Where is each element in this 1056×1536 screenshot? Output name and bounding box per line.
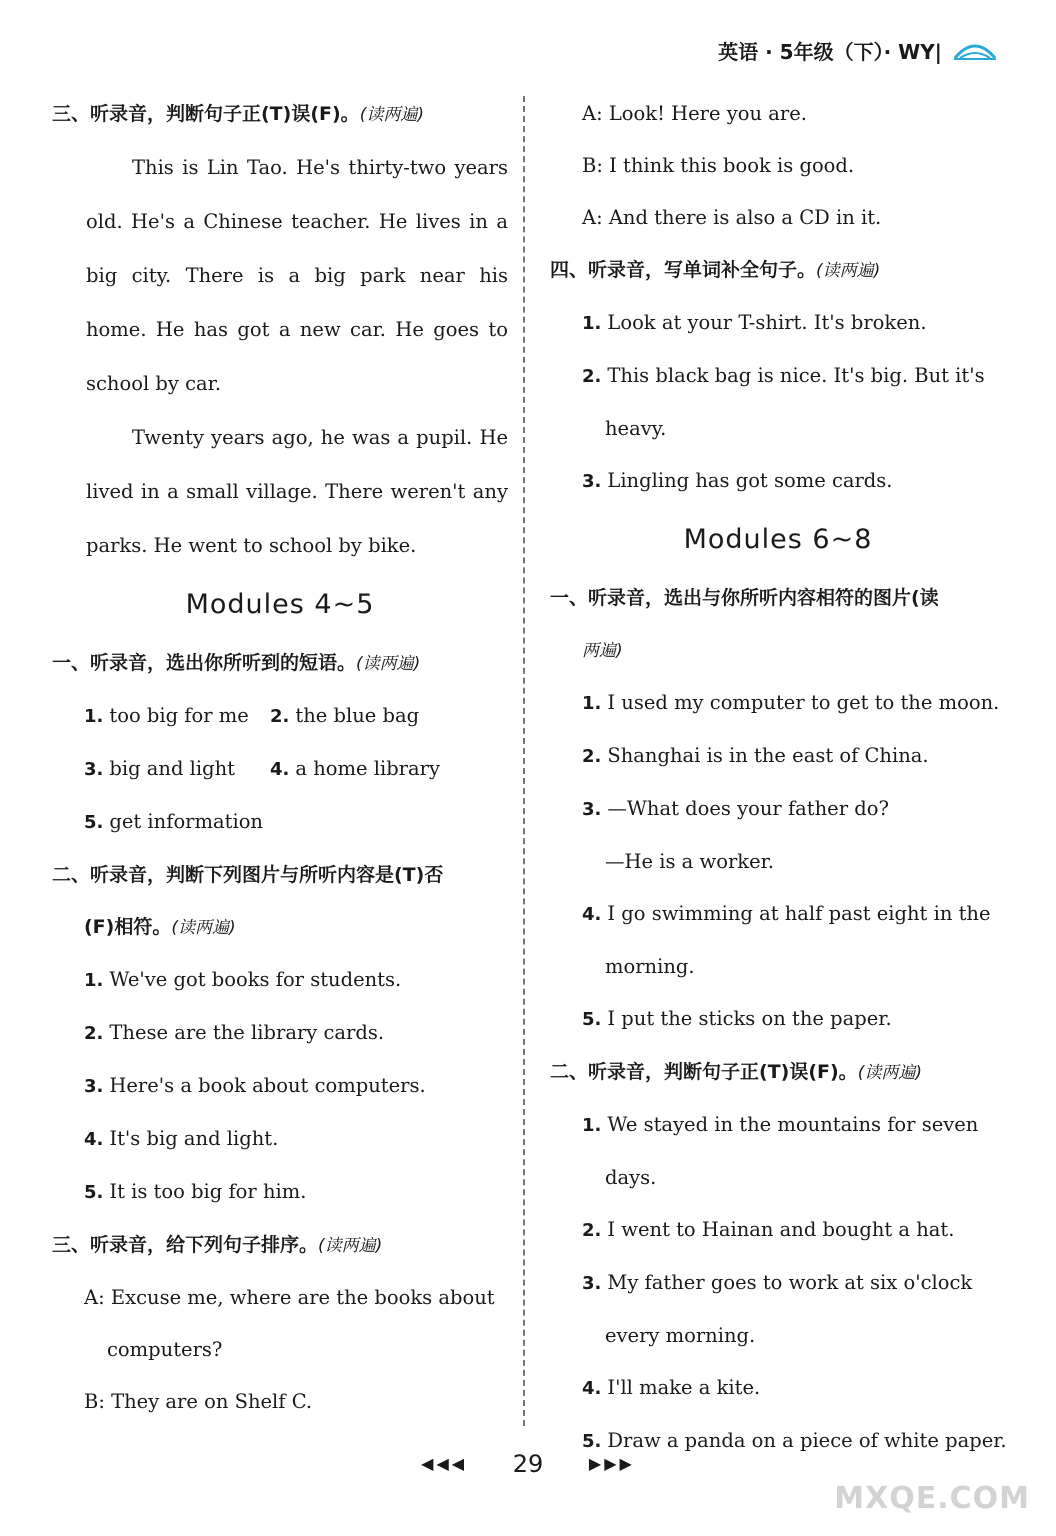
- section-heading: 一、听录音，选出你所听到的短语。(读两遍): [52, 652, 421, 674]
- list-item: 5. I put the sticks on the paper.: [582, 1007, 892, 1030]
- reading-paragraph-2: Twenty years ago, he was a pupil. He lived in a small village. There weren't any parks. He went to school by bike.: [86, 426, 508, 557]
- left-column: [52, 88, 508, 1428]
- list-item: 5. It is too big for him.: [84, 1180, 307, 1203]
- list-item-cont: days.: [605, 1166, 657, 1189]
- right-column: [550, 88, 1006, 1468]
- dialog-line: A: Look! Here you are.: [582, 102, 807, 125]
- section-heading-cont: 两遍): [582, 641, 623, 661]
- section-heading: 一、听录音，选出与你所听内容相符的图片(读: [550, 587, 939, 609]
- next-arrows-icon: ▶▶▶: [588, 1454, 635, 1473]
- list-item: 3. Here's a book about computers.: [84, 1074, 426, 1097]
- section-heading: 二、听录音，判断下列图片与所听内容是(T)否: [52, 864, 444, 886]
- list-item-cont: morning.: [605, 955, 695, 978]
- dialog-line-cont: computers?: [107, 1338, 223, 1361]
- reading-paragraph-1: This is Lin Tao. He's thirty-two years old. He's a Chinese teacher. He lives in a big city. There is a big park near his home. He has got a new car. He goes to school by car.: [86, 156, 508, 395]
- module-title: Modules 4~5: [185, 589, 375, 620]
- list-item: 2. Shanghai is in the east of China.: [582, 744, 929, 767]
- section-heading: 三、听录音，给下列句子排序。(读两遍): [52, 1234, 383, 1256]
- page-header: [718, 36, 998, 65]
- watermark: MXQE.COM: [834, 1481, 1030, 1516]
- header-title: 英语 · 5年级（下）· WY|: [718, 40, 942, 64]
- list-item: 4. I'll make a kite.: [582, 1376, 761, 1399]
- list-item-cont: —He is a worker.: [605, 850, 774, 873]
- prev-arrows-icon: ◀◀◀: [421, 1454, 468, 1473]
- dialog-line: A: Excuse me, where are the books about: [84, 1286, 495, 1309]
- column-divider: [523, 96, 525, 1426]
- section-heading: 二、听录音，判断句子正(T)误(F)。(读两遍): [550, 1061, 922, 1083]
- list-item: 2. This black bag is nice. It's big. But it's: [582, 364, 985, 387]
- list-item: 1. I used my computer to get to the moon.: [582, 691, 1000, 714]
- page-number: 29: [512, 1450, 544, 1478]
- book-arc-logo-icon: [952, 40, 998, 62]
- list-item: 1. We've got books for students.: [84, 968, 402, 991]
- list-item: 4. It's big and light.: [84, 1127, 279, 1150]
- list-item: 1. We stayed in the mountains for seven: [582, 1113, 979, 1136]
- list-item: 4. I go swimming at half past eight in the: [582, 902, 991, 925]
- dialog-line: B: I think this book is good.: [582, 154, 855, 177]
- list-item: 1. too big for me 2. the blue bag: [84, 704, 420, 727]
- dialog-line: A: And there is also a CD in it.: [582, 206, 882, 229]
- module-title: Modules 6~8: [683, 524, 873, 555]
- list-item: 3. Lingling has got some cards.: [582, 469, 893, 492]
- list-item: 5. Draw a panda on a piece of white paper.: [582, 1429, 1007, 1452]
- list-item: 1. Look at your T-shirt. It's broken.: [582, 311, 927, 334]
- page-footer: [0, 1450, 1056, 1478]
- list-item: 2. These are the library cards.: [84, 1021, 385, 1044]
- section-heading: 四、听录音，写单词补全句子。(读两遍): [550, 259, 881, 281]
- list-item: 3. My father goes to work at six o'clock: [582, 1271, 973, 1294]
- section-heading: 三、听录音，判断句子正(T)误(F)。(读两遍): [52, 103, 424, 125]
- list-item: 3. —What does your father do?: [582, 797, 889, 820]
- list-item: 2. I went to Hainan and bought a hat.: [582, 1218, 955, 1241]
- list-item-cont: heavy.: [605, 417, 667, 440]
- section-heading-cont: (F)相符。(读两遍): [84, 916, 236, 938]
- dialog-line: B: They are on Shelf C.: [84, 1390, 313, 1413]
- list-item: 5. get information: [84, 810, 263, 833]
- list-item: 3. big and light 4. a home library: [84, 757, 440, 780]
- list-item-cont: every morning.: [605, 1324, 756, 1347]
